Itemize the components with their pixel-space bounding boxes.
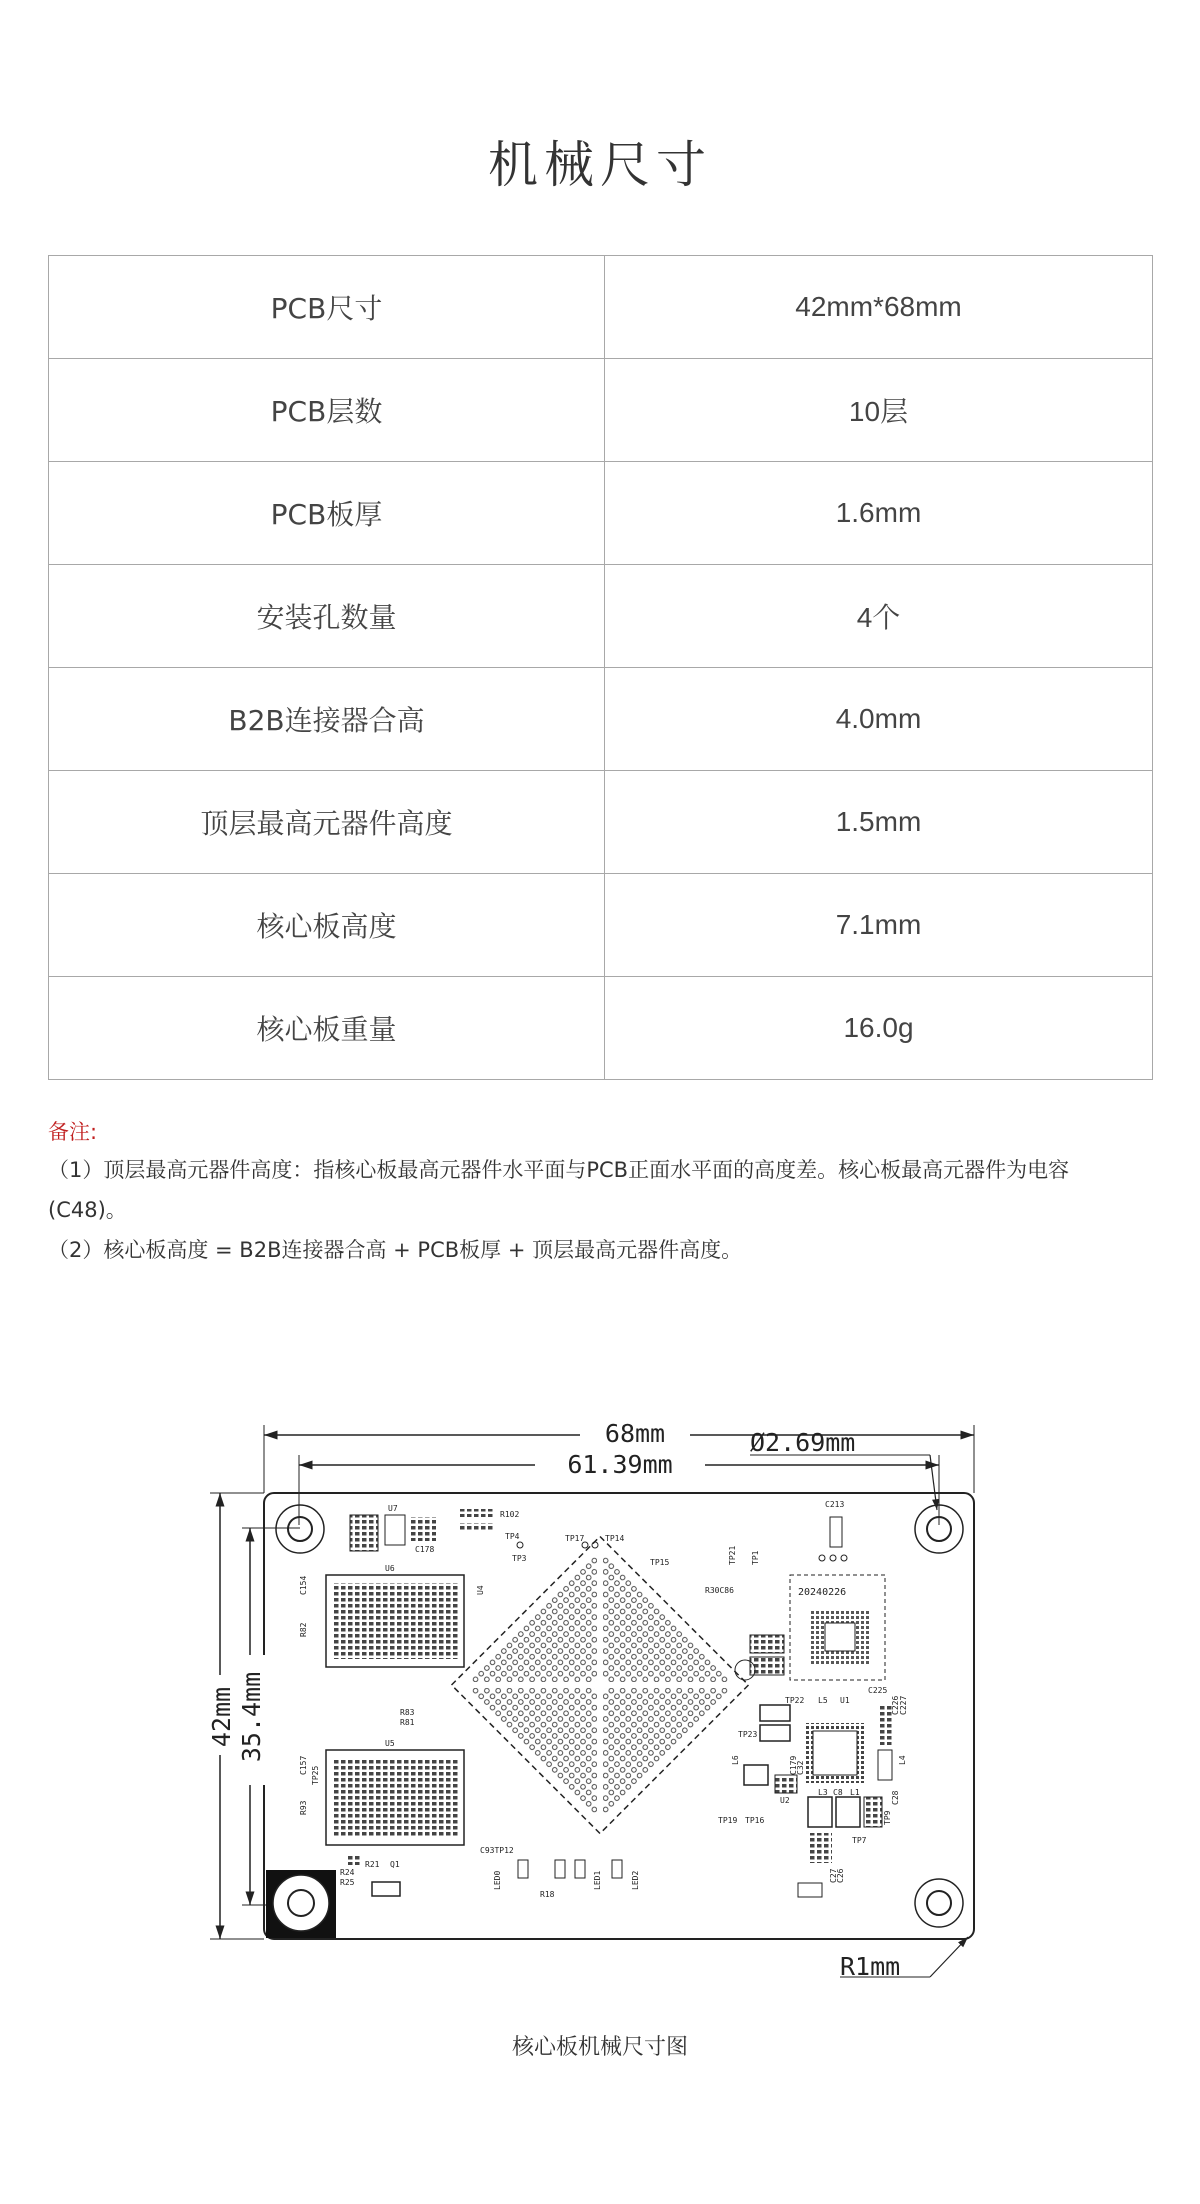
spec-value: 4个 [605,565,1153,668]
component-label: L1 [850,1788,860,1797]
table-row [49,874,1153,977]
spec-label: B2B连接器合高 [49,668,605,771]
component-label: TP23 [738,1730,758,1739]
spec-label: 顶层最高元器件高度 [49,771,605,874]
height-dimension-label: 42mm [207,1686,236,1748]
component-label: L3 [818,1788,828,1797]
table-row [49,359,1153,462]
component-label: C27 [829,1868,838,1883]
component-label: LED0 [493,1870,502,1890]
spec-label: 核心板高度 [49,874,605,977]
component-label: R83 [400,1708,415,1717]
hole-vspan-dimension-label: 35.4mm [237,1671,266,1763]
note-line: （2）核心板高度 = B2B连接器合高 + PCB板厚 + 顶层最高元器件高度。 [48,1238,743,1262]
component-label: C28 [891,1790,900,1805]
component-label: U2 [780,1796,790,1805]
component-label: TP14 [605,1534,625,1543]
spec-value: 4.0mm [605,668,1153,771]
component-label: TP19 [718,1816,738,1825]
component-label: TP1 [751,1550,760,1565]
component-label: TP22 [785,1696,805,1705]
component-label: C225 [868,1686,888,1695]
table-row [49,977,1153,1080]
spec-label: PCB层数 [49,359,605,462]
spec-label: PCB板厚 [49,462,605,565]
spec-value: 7.1mm [605,874,1153,977]
component-label: U4 [476,1585,485,1595]
pcb-drawing-svg [200,1405,1010,1985]
spec-value: 42mm*68mm [605,256,1153,359]
component-label: TP16 [745,1816,765,1825]
component-label: L4 [898,1755,907,1765]
note-line: （1）顶层最高元器件高度：指核心板最高元器件水平面与PCB正面水平面的高度差。核心板最高元器件为电容 [48,1158,1070,1182]
component-label: U5 [385,1739,395,1748]
hole-diameter-label: Ø2.69mm [750,1428,856,1457]
spec-label: 核心板重量 [49,977,605,1080]
component-label: L6 [731,1755,740,1765]
component-label: C93TP12 [480,1846,514,1855]
note-line: (C48)。 [48,1198,127,1222]
radius-label: R1mm [840,1952,901,1981]
component-label: C26 [836,1868,845,1883]
date-code: 20240226 [798,1587,847,1598]
component-label: Q1 [390,1860,400,1869]
mechanical-drawing [200,1405,1010,1985]
component-label: U1 [840,1696,850,1705]
mounting-hole [266,1870,336,1938]
diagram-caption: 核心板机械尺寸图 [511,2035,688,2060]
component-label: TP4 [505,1532,520,1541]
component-label: LED2 [631,1870,640,1890]
component-label: TP21 [728,1545,737,1565]
spec-value: 1.6mm [605,462,1153,565]
spec-table [48,255,1153,1080]
component-label: R81 [400,1718,415,1727]
component-label: C178 [415,1545,435,1554]
notes-title: 备注: [48,1120,98,1144]
component-label: R21 [365,1860,380,1869]
component-label: C227 [899,1695,908,1715]
component-label: C154 [299,1575,308,1595]
component-label: C32 [796,1760,805,1775]
spec-value: 10层 [605,359,1153,462]
spec-value: 16.0g [605,977,1153,1080]
table-row [49,668,1153,771]
component-label: R93 [299,1800,308,1815]
component-label: TP15 [650,1558,670,1567]
component-label: C213 [825,1500,845,1509]
component-label: LED1 [593,1870,602,1890]
component-label: TP3 [512,1554,527,1563]
component-label: U6 [385,1564,395,1573]
component-label: R82 [299,1622,308,1637]
component-label: R30C86 [705,1586,734,1595]
component-label: R24 [340,1868,355,1877]
component-label: TP25 [311,1765,320,1785]
component-label: R18 [540,1890,555,1899]
component-label: L5 [818,1696,828,1705]
notes-section [48,1114,1158,1270]
table-row [49,462,1153,565]
component-label: TP17 [565,1534,585,1543]
component-label: TP7 [852,1836,867,1845]
table-row [49,256,1153,359]
table-row [49,771,1153,874]
component-label: C179 [789,1755,798,1775]
component-label: C226 [891,1695,900,1715]
spec-label: 安装孔数量 [49,565,605,668]
component-label: C8 [833,1788,843,1797]
spec-value: 1.5mm [605,771,1153,874]
component-label: TP9 [883,1810,892,1825]
table-row [49,565,1153,668]
component-label: R102 [500,1510,520,1519]
page-title: 机械尺寸 [488,136,712,194]
hole-span-dimension-label: 61.39mm [567,1450,673,1479]
component-label: C157 [299,1755,308,1775]
width-dimension-label: 68mm [604,1419,666,1448]
component-label: R25 [340,1878,355,1887]
component-label: U7 [388,1504,398,1513]
spec-label: PCB尺寸 [49,256,605,359]
